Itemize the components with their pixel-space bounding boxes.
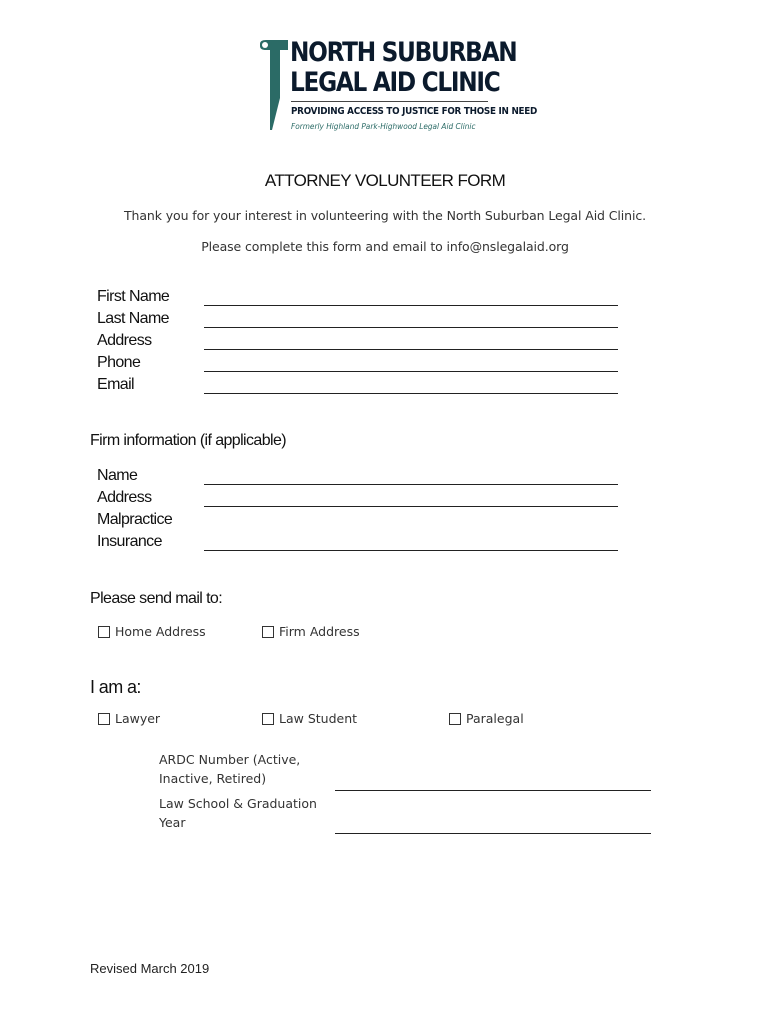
malpractice-label: Malpractice: [97, 511, 173, 528]
paralegal-checkbox[interactable]: [449, 713, 461, 725]
last-name-label: Last Name: [97, 310, 169, 327]
phone-field[interactable]: [204, 371, 618, 372]
firm-address-option[interactable]: [262, 624, 360, 639]
first-name-label: First Name: [97, 288, 170, 305]
lawyer-checkbox[interactable]: [98, 713, 110, 725]
malpractice-insurance-field[interactable]: [204, 550, 618, 551]
lawyer-option[interactable]: [98, 711, 160, 726]
ardc-label-line2: Inactive, Retired): [159, 771, 267, 786]
logo-name-line2: LEGAL AID CLINIC: [290, 67, 500, 98]
firm-address-field[interactable]: [204, 506, 618, 507]
paralegal-option[interactable]: [449, 711, 524, 726]
ardc-label-line1: ARDC Number (Active,: [159, 752, 301, 767]
insurance-label: Insurance: [97, 533, 162, 550]
email-field[interactable]: [204, 393, 618, 394]
first-name-field[interactable]: [204, 305, 618, 306]
revision-note: Revised March 2019: [90, 961, 210, 976]
mail-section-heading: Please send mail to:: [90, 590, 223, 607]
ardc-label: [159, 750, 300, 788]
instructions-text: Please complete this form and email to info@nslegalaid.org: [201, 239, 569, 254]
logo-former-name: Formerly Highland Park-Highwood Legal Aid Clinic: [291, 122, 476, 131]
logo-tagline: PROVIDING ACCESS TO JUSTICE FOR THOSE IN NEED: [291, 106, 538, 117]
law-student-option[interactable]: [262, 711, 357, 726]
role-section-heading: I am a:: [90, 677, 141, 697]
phone-label: Phone: [97, 354, 141, 371]
address-label: Address: [97, 332, 152, 349]
email-label: Email: [97, 376, 135, 393]
firm-address-option-label: Firm Address: [279, 624, 360, 639]
column-icon: [258, 38, 290, 134]
firm-section-heading: Firm information (if applicable): [90, 432, 286, 449]
law-student-checkbox[interactable]: [262, 713, 274, 725]
clinic-logo: [258, 37, 538, 138]
law-student-label: Law Student: [279, 711, 358, 726]
ardc-number-field[interactable]: [335, 790, 651, 791]
lawyer-label: Lawyer: [115, 711, 161, 726]
last-name-field[interactable]: [204, 327, 618, 328]
intro-text: Thank you for your interest in volunteering with the North Suburban Legal Aid Clinic.: [123, 208, 646, 223]
firm-address-label: Address: [97, 489, 152, 506]
logo-name: [290, 38, 516, 98]
home-address-label: Home Address: [115, 624, 206, 639]
firm-name-label: Name: [97, 467, 138, 484]
logo-divider: [291, 101, 488, 102]
home-address-checkbox[interactable]: [98, 626, 110, 638]
page-title: ATTORNEY VOLUNTEER FORM: [264, 171, 506, 190]
paralegal-label: Paralegal: [466, 711, 524, 726]
address-field[interactable]: [204, 349, 618, 350]
firm-address-checkbox[interactable]: [262, 626, 274, 638]
firm-name-field[interactable]: [204, 484, 618, 485]
law-school-label-line1: Law School & Graduation: [159, 796, 317, 811]
home-address-option[interactable]: [98, 624, 206, 639]
law-school-label-line2: Year: [159, 815, 186, 830]
law-school-field[interactable]: [335, 833, 651, 834]
law-school-label: [159, 794, 317, 832]
logo-name-line1: NORTH SUBURBAN: [290, 37, 517, 68]
